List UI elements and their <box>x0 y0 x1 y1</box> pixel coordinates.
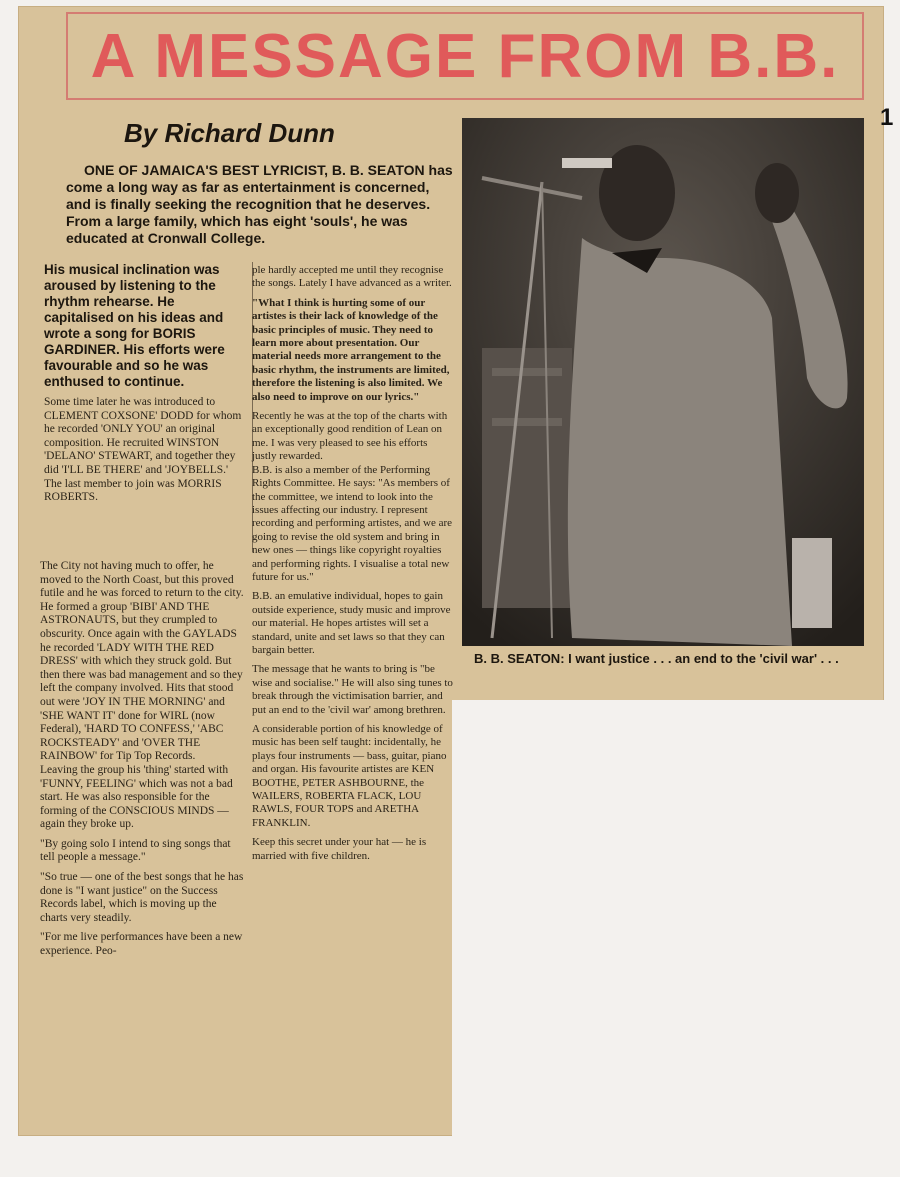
lead-paragraph: ONE OF JAMAICA'S BEST LYRICIST, B. B. SEATON has come a long way as far as entertainment is concerned, and is finally seeking the recognition that he deserves. From a large family, which has eight 'souls', he was educated at Cronwall College. <box>66 162 453 246</box>
col2-paragraph-2: "What I think is hurting some of our artistes is their lack of knowledge of the basic principles of music. They need to learn more about presentation. Our material needs more arrangement to the basic rhythm, the instruments are limited, therefore the listening is also limited. We also need to improve on our lyrics." <box>252 296 450 403</box>
col1-paragraph-2: Some time later he was introduced to CLEMENT COXSONE' DODD for whom he recorded 'ONLY YOU' an original composition. He recruited WINSTON 'DELANO' STEWART, and together they did 'I'LL BE THERE' and 'JOYBELLS.' The last member to join was MORRIS ROBERTS. <box>44 396 242 504</box>
col2-paragraph-1: ple hardly accepted me until they recognise the songs. Lately I have advanced as a writer. <box>252 264 452 290</box>
col1-paragraph-7: "For me live performances have been a new experience. Peo- <box>40 931 243 958</box>
singer-photo <box>462 118 864 646</box>
torn-corner <box>452 700 900 1140</box>
photo-caption: B. B. SEATON: I want justice . . . an end to the 'civil war' . . . <box>474 651 839 666</box>
headline: A MESSAGE FROM B.B. <box>90 21 840 91</box>
headline-box <box>66 12 864 100</box>
column-1-lower <box>40 560 244 959</box>
edge-mark: 1 <box>880 104 894 131</box>
col2-paragraph-4: B.B. is also a member of the Performing Rights Committee. He says: "As members of the committee, we intend to look into the issues affecting our industry. I represent recording and performing artistes, and we are going to revise the old system and bring in new ones — things like copyright royalties and performing rights. I visualise a total new future for us." <box>252 463 453 583</box>
column-2 <box>252 264 454 863</box>
col2-paragraph-3: Recently he was at the top of the charts with an exceptionally good rendition of Lean on me. I was very pleased to see his efforts justly rewarded. <box>252 410 448 463</box>
photo <box>462 118 864 646</box>
col2-paragraph-7: A considerable portion of his knowledge of music has been self taught: incidentally, he plays four instruments — bass, guitar, piano and organ. His favourite artistes are KEN BOOTHE, PETER ASHBOURNE, the WAILERS, ROBERTA FLACK, LOU RAWLS, FOUR TOPS and ARETHA FRANKLIN. <box>252 723 447 829</box>
col2-paragraph-5: B.B. an emulative individual, hopes to gain outside experience, study music and improve our material. He hopes artistes will set a standard, unite and set laws so that they can bargain better. <box>252 590 451 656</box>
col1-paragraph-5: "By going solo I intend to sing songs that tell people a message." <box>40 837 231 864</box>
col1-paragraph-3: The City not having much to offer, he moved to the North Coast, but this proved futile and he was forced to return to the city. He formed a group 'BIBI' AND THE ASTRONAUTS, but they crumpled to obscurity. Once again with the GAYLADS he recorded 'LADY WITH THE RED DRESS' with which they struck gold. But then there was bad management and so they left the company involved. Hits that stood out were 'JOY IN THE MORNING' and 'SHE WANT IT' done for WIRL (now Federal), 'HARD TO CONFESS,' 'ABC ROCKSTEADY' and 'OVER THE RAINBOW' for Tip Top Records. <box>40 560 244 763</box>
col2-paragraph-6: The message that he wants to bring is "be wise and socialise." He will also sing tunes to break through the victimisation barrier, and put an end to the 'civil war' among brethren. <box>252 663 453 716</box>
byline: By Richard Dunn <box>124 118 335 148</box>
column-1 <box>44 262 248 505</box>
col1-paragraph-4: Leaving the group his 'thing' started with 'FUNNY, FEELING' which was not a bad start. He was also responsible for the forming of the CONSCIOUS MINDS — again they broke up. <box>40 763 233 831</box>
col2-paragraph-8: Keep this secret under your hat — he is married with five children. <box>252 836 427 862</box>
col1-bold-paragraph: His musical inclination was aroused by listening to the rhythm rehearse. He capitalised on his ideas and wrote a song for BORIS GARDINER. His efforts were favourable and so he was enthused to continue. <box>44 262 225 389</box>
col1-paragraph-6: "So true — one of the best songs that he has done is "I want justice" on the Success Records label, which is moving up the charts very steadily. <box>40 871 244 924</box>
